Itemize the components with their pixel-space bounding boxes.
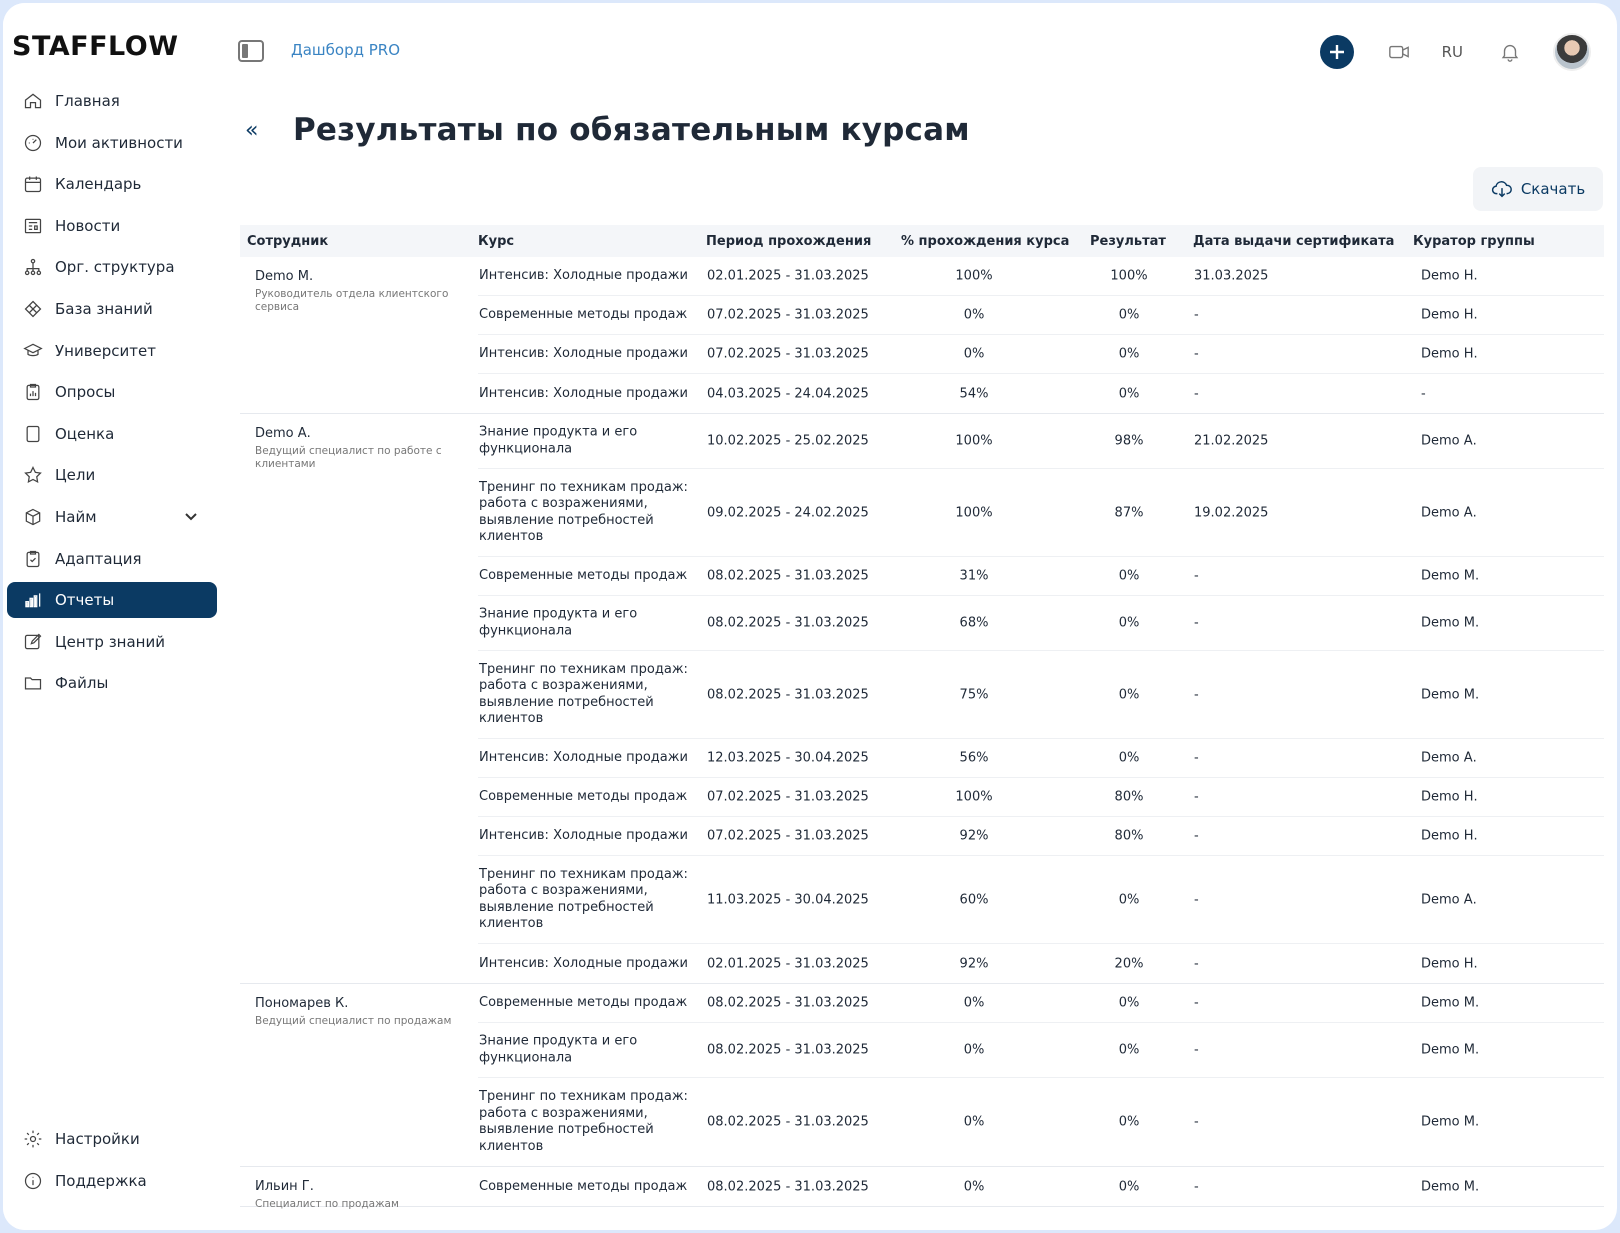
box-icon [22, 506, 44, 528]
completion-percent-value: 100% [955, 505, 993, 520]
completion-percent-value: 75% [959, 687, 989, 702]
employee-position: Специалист по продажам [255, 1198, 399, 1210]
table-row[interactable] [478, 596, 1604, 651]
sidebar-item-label: Университет [55, 341, 156, 360]
certificate-date: 31.03.2025 [1194, 268, 1269, 284]
period-cell: 08.02.2025 - 31.03.2025 [707, 995, 869, 1011]
course-name[interactable]: Интенсив: Холодные продажи [479, 827, 688, 843]
sidebar-bottom-gear[interactable] [7, 1121, 217, 1157]
period-cell: 04.03.2025 - 24.04.2025 [707, 386, 869, 401]
group-curator: Demo Н. [1421, 956, 1478, 971]
certificate-date: - [1194, 687, 1199, 702]
course-name[interactable]: Современные методы продаж [479, 1178, 688, 1194]
dashboard-pro-link[interactable]: Дашборд PRO [291, 41, 400, 59]
sidebar-item-label: Орг. структура [55, 258, 175, 277]
language-switch[interactable]: RU [1441, 43, 1463, 61]
news-icon [22, 215, 44, 237]
certificate-date: - [1194, 1114, 1199, 1130]
certificate-date: 19.02.2025 [1194, 505, 1269, 520]
app-logo[interactable]: STAFFLOW [12, 31, 179, 62]
employee-position: Руководитель отдела клиентского сервиса [255, 288, 449, 313]
org-structure-icon [22, 256, 44, 278]
certificate-date: - [1194, 956, 1199, 971]
course-name[interactable]: Тренинг по техникам продаж: работа с возражениями, выявление потребностей клиентов [479, 866, 688, 931]
group-curator: Demo А. [1421, 892, 1477, 907]
edit-icon [22, 631, 44, 653]
survey-icon [22, 381, 44, 403]
sidebar-bottom-info[interactable] [7, 1163, 217, 1199]
gauge-icon [22, 132, 44, 154]
clipboard-check-icon [22, 548, 44, 570]
sidebar-item-label: Оценка [55, 424, 115, 443]
result-value: 0% [1118, 995, 1140, 1011]
table-row[interactable] [478, 557, 1604, 596]
group-curator: Demo Н. [1421, 307, 1478, 323]
group-curator: Demo Н. [1421, 268, 1478, 284]
result-value: 0% [1118, 750, 1140, 766]
group-curator: Demo М. [1421, 1114, 1480, 1130]
result-value: 0% [1118, 1114, 1140, 1130]
course-name[interactable]: Интенсив: Холодные продажи [479, 955, 688, 971]
result-value: 98% [1114, 433, 1144, 449]
sidebar-item-label: Календарь [55, 175, 142, 194]
period-cell: 02.01.2025 - 31.03.2025 [707, 956, 869, 971]
sidebar-items-assessment[interactable] [7, 416, 217, 452]
completion-percent-value: 31% [959, 568, 989, 584]
folder-icon [22, 672, 44, 694]
table-row[interactable] [478, 944, 1604, 983]
column-header[interactable]: Куратор группы [1413, 234, 1535, 249]
table-row[interactable] [478, 335, 1604, 374]
certificate-date: - [1194, 568, 1199, 584]
course-name[interactable]: Современные методы продаж [479, 567, 688, 583]
course-name[interactable]: Современные методы продаж [479, 788, 688, 804]
result-value: 0% [1118, 346, 1140, 362]
sidebar [3, 3, 221, 1230]
period-cell: 08.02.2025 - 31.03.2025 [707, 1179, 869, 1194]
completion-percent-value: 92% [959, 828, 989, 844]
user-avatar[interactable] [1553, 33, 1591, 71]
column-header[interactable]: % прохождения курса [901, 234, 1070, 249]
result-value: 0% [1118, 1042, 1140, 1058]
completion-percent-value: 0% [963, 1114, 985, 1130]
period-cell: 02.01.2025 - 31.03.2025 [707, 268, 869, 284]
result-value: 0% [1118, 568, 1140, 584]
completion-percent-value: 100% [955, 433, 993, 449]
table-row[interactable] [478, 1023, 1604, 1078]
table-row[interactable] [478, 414, 1604, 469]
certificate-date: - [1194, 346, 1199, 362]
certificate-date: - [1194, 386, 1199, 401]
employee-group [240, 1167, 1604, 1210]
completion-percent-value: 100% [955, 789, 993, 805]
chevron-down-icon[interactable] [183, 508, 199, 528]
group-curator: Demo М. [1421, 615, 1480, 631]
course-name[interactable]: Тренинг по техникам продаж: работа с возражениями, выявление потребностей клиентов [479, 479, 688, 544]
employee-group [240, 257, 1604, 414]
course-name[interactable]: Тренинг по техникам продаж: работа с возражениями, выявление потребностей клиентов [479, 661, 688, 726]
group-curator: Demo А. [1421, 433, 1477, 449]
certificate-date: - [1194, 995, 1199, 1011]
video-call-button[interactable] [1382, 35, 1416, 69]
period-cell: 11.03.2025 - 30.04.2025 [707, 892, 869, 907]
sidebar-item-label: Центр знаний [55, 632, 165, 651]
employee-cell [255, 1179, 465, 1211]
sidebar-items-news[interactable] [7, 208, 217, 244]
table-row[interactable] [478, 469, 1604, 557]
diamond-icon [22, 298, 44, 320]
top-actions [1320, 33, 1591, 71]
sidebar-item-label: Поддержка [55, 1171, 147, 1190]
certificate-date: - [1194, 789, 1199, 805]
course-name[interactable]: Интенсив: Холодные продажи [479, 749, 688, 765]
sidebar-item-label: Настройки [55, 1130, 140, 1148]
results-table [240, 225, 1604, 1210]
period-cell: 08.02.2025 - 31.03.2025 [707, 1114, 869, 1130]
employee-cell [255, 996, 465, 1028]
sidebar-items-edit[interactable] [7, 624, 217, 660]
table-body [240, 257, 1604, 1210]
table-row[interactable] [478, 1078, 1604, 1166]
sidebar-bottom-nav [3, 1121, 221, 1204]
result-value: 100% [1110, 268, 1148, 284]
course-name[interactable]: Современные методы продаж [479, 994, 688, 1010]
group-curator: Demo А. [1421, 750, 1477, 766]
group-curator: Demo М. [1421, 995, 1480, 1011]
certificate-date: - [1194, 1179, 1199, 1194]
employee-group [240, 984, 1604, 1167]
table-row[interactable] [478, 856, 1604, 944]
group-curator: Demo М. [1421, 1042, 1480, 1058]
course-name[interactable]: Интенсив: Холодные продажи [479, 385, 688, 401]
result-value: 80% [1114, 828, 1144, 844]
home-icon [22, 90, 44, 112]
completion-percent-value: 56% [959, 750, 989, 766]
sidebar-item-label: Мои активности [55, 133, 183, 152]
completion-percent-value: 92% [959, 956, 989, 971]
course-name[interactable]: Знание продукта и его функционала [479, 606, 638, 638]
result-value: 20% [1114, 956, 1144, 971]
period-cell: 09.02.2025 - 24.02.2025 [707, 505, 869, 520]
column-header[interactable]: Курс [478, 234, 515, 249]
group-curator: - [1421, 386, 1426, 401]
sidebar-item-label: Найм [55, 507, 97, 526]
certificate-date: - [1194, 892, 1199, 907]
column-header[interactable]: Период прохождения [706, 234, 872, 249]
result-value: 87% [1114, 505, 1144, 520]
employee-name[interactable]: Demo М. [255, 269, 314, 284]
completion-percent-value: 0% [963, 995, 985, 1011]
employee-name[interactable]: Ильин Г. [255, 1179, 314, 1194]
employee-position: Ведущий специалист по работе с клиентами [255, 445, 442, 470]
completion-percent-value: 0% [963, 346, 985, 362]
course-name[interactable]: Тренинг по техникам продаж: работа с возражениями, выявление потребностей клиентов [479, 1089, 688, 1154]
sidebar-item-label: Новости [55, 216, 121, 235]
sidebar-items-clipboard-check[interactable] [7, 541, 217, 577]
result-value: 0% [1118, 386, 1140, 401]
bar-chart-icon [22, 589, 44, 611]
table-header [240, 225, 1604, 257]
sidebar-item-label: Адаптация [55, 549, 142, 568]
result-value: 0% [1118, 615, 1140, 631]
sidebar-item-label: Цели [55, 466, 96, 485]
completion-percent-value: 0% [963, 1042, 985, 1058]
table-row[interactable] [478, 374, 1604, 413]
add-button[interactable] [1320, 35, 1354, 69]
group-curator: Demo Н. [1421, 346, 1478, 362]
app-window [3, 3, 1617, 1230]
completion-percent-value: 0% [963, 307, 985, 323]
table-row[interactable] [478, 778, 1604, 817]
completion-percent-value: 54% [959, 386, 989, 401]
period-cell: 08.02.2025 - 31.03.2025 [707, 568, 869, 584]
download-label: Скачать [1520, 180, 1586, 198]
course-name[interactable]: Современные методы продаж [479, 306, 688, 322]
group-curator: Demo М. [1421, 687, 1480, 702]
group-curator: Demo Н. [1421, 828, 1478, 844]
calendar-icon [22, 173, 44, 195]
period-cell: 07.02.2025 - 31.03.2025 [707, 346, 869, 362]
sidebar-toggle-icon[interactable] [238, 40, 264, 62]
column-header[interactable]: Дата выдачи сертификата [1193, 234, 1395, 249]
employee-name[interactable]: Пономарев К. [255, 996, 349, 1011]
bell-icon [1499, 41, 1521, 63]
employee-cell [255, 269, 465, 314]
period-cell: 07.02.2025 - 31.03.2025 [707, 828, 869, 844]
assessment-icon [22, 423, 44, 445]
table-row[interactable] [478, 984, 1604, 1023]
sidebar-items-box[interactable] [7, 499, 217, 535]
sidebar-items-graduation-cap[interactable] [7, 333, 217, 369]
star-icon [22, 464, 44, 486]
period-cell: 12.03.2025 - 30.04.2025 [707, 750, 869, 766]
sidebar-items-survey[interactable] [7, 374, 217, 410]
sidebar-items-calendar[interactable] [7, 166, 217, 202]
employee-group [240, 414, 1604, 984]
plus-icon [1327, 42, 1347, 62]
video-camera-icon [1388, 41, 1410, 63]
certificate-date: - [1194, 828, 1199, 844]
period-cell: 08.02.2025 - 31.03.2025 [707, 1042, 869, 1058]
employee-position: Ведущий специалист по продажам [255, 1015, 452, 1027]
cloud-download-icon [1491, 178, 1513, 200]
column-header[interactable]: Сотрудник [247, 234, 329, 249]
sidebar-item-label: База знаний [55, 299, 153, 318]
result-value: 80% [1114, 789, 1144, 805]
sidebar-item-label: Файлы [55, 674, 109, 693]
group-curator: Demo М. [1421, 1179, 1480, 1194]
info-icon [22, 1170, 44, 1192]
sidebar-nav [3, 83, 221, 707]
period-cell: 08.02.2025 - 31.03.2025 [707, 615, 869, 631]
certificate-date: - [1194, 750, 1199, 766]
sidebar-item-label: Главная [55, 92, 120, 110]
period-cell: 10.02.2025 - 25.02.2025 [707, 433, 869, 449]
table-row[interactable] [478, 739, 1604, 778]
period-cell: 08.02.2025 - 31.03.2025 [707, 687, 869, 702]
course-name[interactable]: Знание продукта и его функционала [479, 1033, 638, 1065]
sidebar-items-folder[interactable] [7, 665, 217, 701]
sidebar-items-org-structure[interactable] [7, 249, 217, 285]
back-double-chevron-icon[interactable]: « [245, 118, 259, 143]
certificate-date: - [1194, 307, 1199, 323]
sidebar-items-home[interactable] [7, 83, 217, 119]
result-value: 0% [1118, 1179, 1140, 1194]
certificate-date: 21.02.2025 [1194, 433, 1269, 449]
sidebar-items-diamond[interactable] [7, 291, 217, 327]
gear-icon [22, 1128, 44, 1150]
completion-percent-value: 0% [963, 1179, 985, 1194]
employee-name[interactable]: Demo А. [255, 426, 311, 441]
period-cell: 07.02.2025 - 31.03.2025 [707, 307, 869, 323]
notifications-button[interactable] [1493, 35, 1527, 69]
group-curator: Demo А. [1421, 505, 1477, 520]
download-button[interactable] [1473, 167, 1603, 211]
certificate-date: - [1194, 1042, 1199, 1058]
sidebar-items-star[interactable] [7, 457, 217, 493]
completion-percent-value: 100% [955, 268, 993, 284]
sidebar-items-gauge[interactable] [7, 125, 217, 161]
column-header[interactable]: Результат [1090, 234, 1166, 249]
group-curator: Demo М. [1421, 568, 1480, 584]
completion-percent-value: 60% [959, 892, 989, 907]
table-row[interactable] [478, 1167, 1604, 1206]
result-value: 0% [1118, 307, 1140, 323]
completion-percent-value: 68% [959, 615, 989, 631]
period-cell: 07.02.2025 - 31.03.2025 [707, 789, 869, 805]
table-row[interactable] [478, 651, 1604, 739]
table-row[interactable] [478, 257, 1604, 296]
sidebar-item-label: Опросы [55, 383, 116, 402]
course-name[interactable]: Интенсив: Холодные продажи [479, 267, 688, 283]
employee-cell [255, 426, 465, 471]
course-name[interactable]: Знание продукта и его функционала [479, 424, 638, 456]
page-title: Результаты по обязательным курсам [293, 112, 970, 148]
result-value: 0% [1118, 687, 1140, 702]
sidebar-items-bar-chart[interactable] [7, 582, 217, 618]
course-name[interactable]: Интенсив: Холодные продажи [479, 345, 688, 361]
table-row[interactable] [478, 296, 1604, 335]
sidebar-item-label: Отчеты [55, 591, 115, 610]
result-value: 0% [1118, 892, 1140, 907]
graduation-cap-icon [22, 340, 44, 362]
table-row[interactable] [478, 817, 1604, 856]
group-curator: Demo Н. [1421, 789, 1478, 805]
certificate-date: - [1194, 615, 1199, 631]
